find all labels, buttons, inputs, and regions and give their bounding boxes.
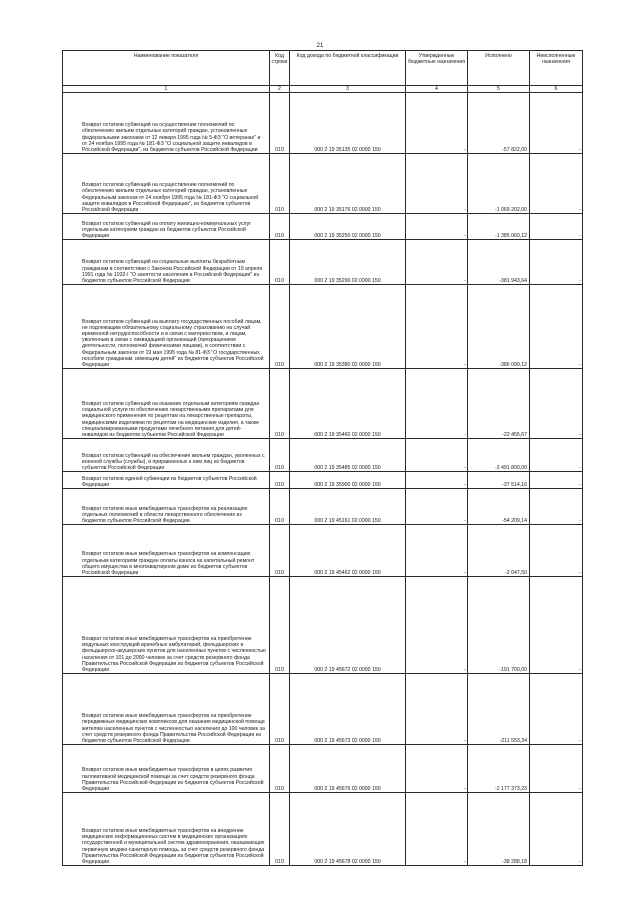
- executed-amount: -54 209,14: [468, 489, 530, 525]
- row-code: 010: [270, 285, 290, 369]
- executed-amount: -2 047,50: [468, 525, 530, 577]
- unfulfilled-amount: -: [530, 240, 583, 285]
- unfulfilled-amount: -: [530, 793, 583, 866]
- row-code: 010: [270, 793, 290, 866]
- income-code: 000 2 19 45678 02 0000 150: [290, 793, 406, 866]
- table-row: [63, 240, 583, 285]
- indicator-name: Возврат остатков иных межбюджетных трансфертов в целях развития паллиативной медицинской помощи за счет средств резервного фонда Правительства Российской Федерации из бюджетов субъектов Российской Федерации: [63, 745, 270, 793]
- executed-amount: -191 700,00: [468, 577, 530, 674]
- row-code: 010: [270, 745, 290, 793]
- unfulfilled-amount: -: [530, 154, 583, 214]
- approved-amount: -: [406, 369, 468, 439]
- indicator-name: Возврат остатков иных межбюджетных трансфертов на приобретение передвижных медицинских комплексов для оказания медицинской помощи жителям населенных пунктов с численностью населения до 100 человек за счет средств резервного фонда Правительства Российской Федерации из бюджетов субъектов Российской Федерации: [63, 674, 270, 745]
- indicator-name: Возврат остатков субвенций на оказание отдельным категориям граждан социальной услуги по обеспечению лекарственными препаратами для медицинского применения по рецептам на лекарственные препараты, медицинскими изделиями по рецептам на медицинские изделия, а также специализированными продуктами лечебного питания для детей-инвалидов из бюджетов субъектов Российской Федерации: [63, 369, 270, 439]
- header-unfulfilled: Неисполненные назначения: [530, 51, 583, 86]
- table-row: [63, 745, 583, 793]
- table-row: [63, 154, 583, 214]
- row-code: 010: [270, 489, 290, 525]
- header-row: [63, 51, 583, 86]
- table-body: [63, 93, 583, 866]
- unfulfilled-amount: -: [530, 745, 583, 793]
- income-code: 000 2 19 35900 02 0000 150: [290, 472, 406, 489]
- approved-amount: -: [406, 472, 468, 489]
- executed-amount: -2 491 800,00: [468, 439, 530, 472]
- unfulfilled-amount: -: [530, 577, 583, 674]
- column-number: 3: [290, 86, 406, 93]
- indicator-name: Возврат остатков иных межбюджетных трансфертов на внедрение медицинских информационных систем в медицинских организациях государственной и муниципальной систем здравоохранения, оказывающих первичную медико-санитарную помощь, за счет средств резервного фонда Правительства Российской Федерации из бюджетов субъектов Российской Федерации: [63, 793, 270, 866]
- indicator-name: Возврат остатков иных межбюджетных трансфертов на приобретение модульных конструкций врачебных амбулаторий, фельдшерских и фельдшерско-акушерских пунктов для населенных пунктов с численностью населения от 101 до 2000 человек за счет средств резервного фонда Правительства Российской Федерации из бюджетов субъектов Российской Федерации: [63, 577, 270, 674]
- row-code: 010: [270, 214, 290, 240]
- table-row: [63, 472, 583, 489]
- income-code: 000 2 19 35380 02 0000 150: [290, 285, 406, 369]
- approved-amount: -: [406, 525, 468, 577]
- income-code: 000 2 19 35135 02 0000 150: [290, 93, 406, 154]
- unfulfilled-amount: -: [530, 369, 583, 439]
- executed-amount: -386 099,12: [468, 285, 530, 369]
- executed-amount: -38 288,18: [468, 793, 530, 866]
- table-row: [63, 525, 583, 577]
- header-executed: Исполнено: [468, 51, 530, 86]
- income-code: 000 2 19 45676 02 0000 150: [290, 745, 406, 793]
- column-number: 4: [406, 86, 468, 93]
- income-code: 000 2 19 35176 02 0000 150: [290, 154, 406, 214]
- header-row-code: Код строки: [270, 51, 290, 86]
- row-code: 010: [270, 472, 290, 489]
- budget-execution-table: [62, 50, 583, 866]
- approved-amount: -: [406, 793, 468, 866]
- income-code: 000 2 19 45672 02 0000 150: [290, 577, 406, 674]
- indicator-name: Возврат остатков субвенций на социальные выплаты безработным гражданам в соответствии с Законом Российской Федерации от 19 апреля 1991 года № 1032-I "О занятости населения в Российской Федерации" из бюджетов субъектов Российской Федерации: [63, 240, 270, 285]
- table-row: [63, 285, 583, 369]
- indicator-name: Возврат остатков субвенций на обеспечение жильем граждан, уволенных с военной службы (службы), и приравненных к ним лиц из бюджетов субъектов Российской Федерации: [63, 439, 270, 472]
- row-code: 010: [270, 674, 290, 745]
- executed-amount: -2 177 373,23: [468, 745, 530, 793]
- table-row: [63, 214, 583, 240]
- unfulfilled-amount: -: [530, 93, 583, 154]
- indicator-name: Возврат остатков субвенций на осуществление полномочий по обеспечению жильем отдельных категорий граждан, установленных федеральными законами от 12 января 1995 года № 5-ФЗ "О ветеранах" и от 24 ноября 1995 года № 181-ФЗ "О социальной защите инвалидов в Российской Федерации", из бюджетов субъектов Российской Федерации: [63, 93, 270, 154]
- row-code: 010: [270, 240, 290, 285]
- row-code: 010: [270, 369, 290, 439]
- row-code: 010: [270, 577, 290, 674]
- table-row: [63, 93, 583, 154]
- column-number: 1: [63, 86, 270, 93]
- indicator-name: Возврат остатков субвенций на выплату государственных пособий лицам, не подлежащим обязательному социальному страхованию на случай временной нетрудоспособности и в связи с материнством, и лицам, уволенным в связи с ликвидацией организаций (прекращением деятельности, полномочий физическими лицами), в соответствии с Федеральным законом от 19 мая 1995 года № 81-ФЗ "О государственных пособиях гражданам, имеющим детей" из бюджетов субъектов Российской Федерации: [63, 285, 270, 369]
- income-code: 000 2 19 45161 02 0000 150: [290, 489, 406, 525]
- unfulfilled-amount: -: [530, 439, 583, 472]
- row-code: 010: [270, 154, 290, 214]
- executed-amount: -1 069 202,00: [468, 154, 530, 214]
- approved-amount: -: [406, 745, 468, 793]
- executed-amount: -381 943,64: [468, 240, 530, 285]
- column-number: 6: [530, 86, 583, 93]
- executed-amount: -37 514,16: [468, 472, 530, 489]
- indicator-name: Возврат остатков иных межбюджетных трансфертов на реализацию отдельных полномочий в области лекарственного обеспечения из бюджетов субъектов Российской Федерации: [63, 489, 270, 525]
- unfulfilled-amount: -: [530, 525, 583, 577]
- row-code: 010: [270, 525, 290, 577]
- approved-amount: -: [406, 489, 468, 525]
- indicator-name: Возврат остатков субвенций на осуществление полномочий по обеспечению жильем отдельных категорий граждан, установленных Федеральным законом от 24 ноября 1995 года № 181-ФЗ "О социальной защите инвалидов в Российской Федерации", из бюджетов субъектов Российской Федерации: [63, 154, 270, 214]
- approved-amount: -: [406, 214, 468, 240]
- approved-amount: -: [406, 285, 468, 369]
- page-number: 21: [316, 43, 324, 49]
- approved-amount: -: [406, 154, 468, 214]
- executed-amount: -211 553,34: [468, 674, 530, 745]
- header-approved: Утвержденные бюджетные назначения: [406, 51, 468, 86]
- row-code: 010: [270, 439, 290, 472]
- executed-amount: -57 822,00: [468, 93, 530, 154]
- income-code: 000 2 19 45673 02 0000 150: [290, 674, 406, 745]
- executed-amount: -22 455,67: [468, 369, 530, 439]
- income-code: 000 2 19 35250 02 0000 150: [290, 214, 406, 240]
- approved-amount: -: [406, 240, 468, 285]
- unfulfilled-amount: -: [530, 285, 583, 369]
- income-code: 000 2 19 35485 02 0000 150: [290, 439, 406, 472]
- table-row: [63, 793, 583, 866]
- table-row: [63, 577, 583, 674]
- income-code: 000 2 19 35290 02 0000 150: [290, 240, 406, 285]
- indicator-name: Возврат остатков субвенций на оплату жилищно-коммунальных услуг отдельным категориям граждан из бюджетов субъектов Российской Федерации: [63, 214, 270, 240]
- approved-amount: -: [406, 93, 468, 154]
- table-row: [63, 439, 583, 472]
- approved-amount: -: [406, 439, 468, 472]
- table-row: [63, 489, 583, 525]
- approved-amount: -: [406, 577, 468, 674]
- unfulfilled-amount: -: [530, 674, 583, 745]
- income-code: 000 2 19 45462 02 0000 150: [290, 525, 406, 577]
- unfulfilled-amount: -: [530, 472, 583, 489]
- column-number: 5: [468, 86, 530, 93]
- column-number: 2: [270, 86, 290, 93]
- unfulfilled-amount: -: [530, 489, 583, 525]
- executed-amount: -1 385 060,12: [468, 214, 530, 240]
- income-code: 000 2 19 35460 02 0000 150: [290, 369, 406, 439]
- indicator-name: Возврат остатков единой субвенции из бюджетов субъектов Российской Федерации: [63, 472, 270, 489]
- header-name: Наименование показателя: [63, 51, 270, 86]
- approved-amount: -: [406, 674, 468, 745]
- row-code: 010: [270, 93, 290, 154]
- table-row: [63, 674, 583, 745]
- indicator-name: Возврат остатков иных межбюджетных трансфертов на компенсацию отдельным категориям граждан оплаты взноса на капитальный ремонт общего имущества в многоквартирном доме из бюджетов субъектов Российской Федерации: [63, 525, 270, 577]
- column-number-row: [63, 86, 583, 93]
- unfulfilled-amount: -: [530, 214, 583, 240]
- header-income-code: Код дохода по бюджетной классификации: [290, 51, 406, 86]
- table-row: [63, 369, 583, 439]
